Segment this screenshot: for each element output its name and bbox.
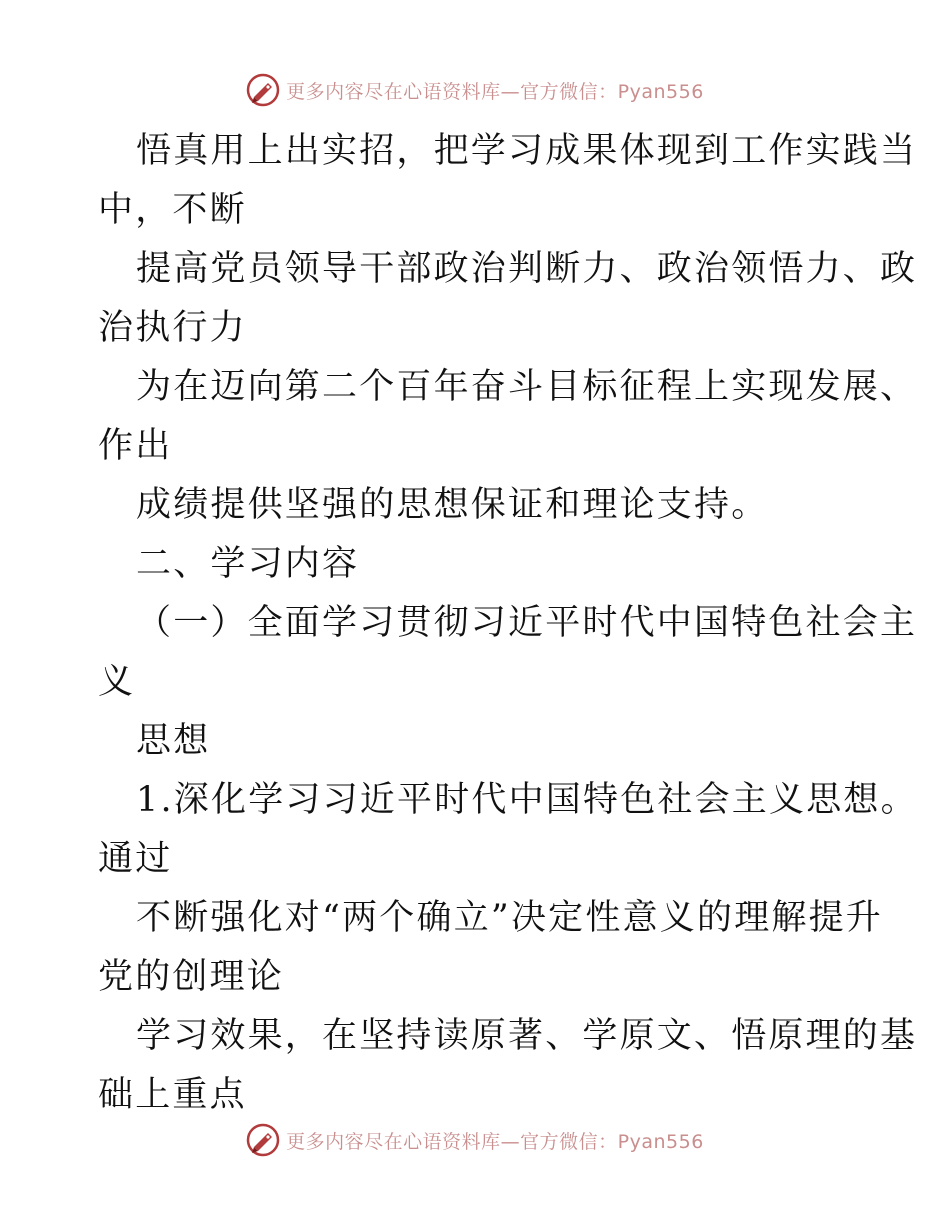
footer-banner-text: 更多内容尽在心语资料库—官方微信：Pyan556	[286, 1130, 704, 1153]
text-line: 为在迈向第二个百年奋斗目标征程上实现发展、	[136, 367, 918, 407]
text-line: 中，不断	[98, 190, 247, 230]
text-line: 悟真用上出实招，把学习成果体现到工作实践当	[136, 131, 918, 171]
pen-nib-seal-icon	[246, 73, 280, 107]
subsection-heading: （一）全面学习贯彻习近平时代中国特色社会主	[136, 603, 918, 643]
text-line: 党的创理论	[98, 957, 285, 997]
text-line: 治执行力	[98, 308, 247, 348]
footer-banner	[0, 1120, 950, 1160]
header-banner-text: 更多内容尽在心语资料库—官方微信：Pyan556	[286, 80, 704, 103]
text-line: 学习效果，在坚持读原著、学原文、悟原理的基	[136, 1016, 918, 1056]
text-line: 通过	[98, 839, 173, 879]
section-heading: 二、学习内容	[136, 544, 360, 584]
text-line: 作出	[98, 426, 173, 466]
text-line: 提高党员领导干部政治判断力、政治领悟力、政	[136, 249, 918, 289]
header-banner	[0, 70, 950, 110]
text-line: 义	[98, 662, 136, 702]
text-line: 础上重点	[98, 1075, 247, 1115]
text-line: 不断强化对“两个确立”决定性意义的理解提升	[136, 898, 883, 938]
document-body	[98, 122, 918, 1125]
text-line: 成绩提供坚强的思想保证和理论支持。	[136, 485, 769, 525]
text-line: 思想	[136, 721, 211, 761]
pen-nib-seal-icon	[246, 1123, 280, 1157]
numbered-item: 1.深化学习习近平时代中国特色社会主义思想。	[136, 780, 918, 820]
